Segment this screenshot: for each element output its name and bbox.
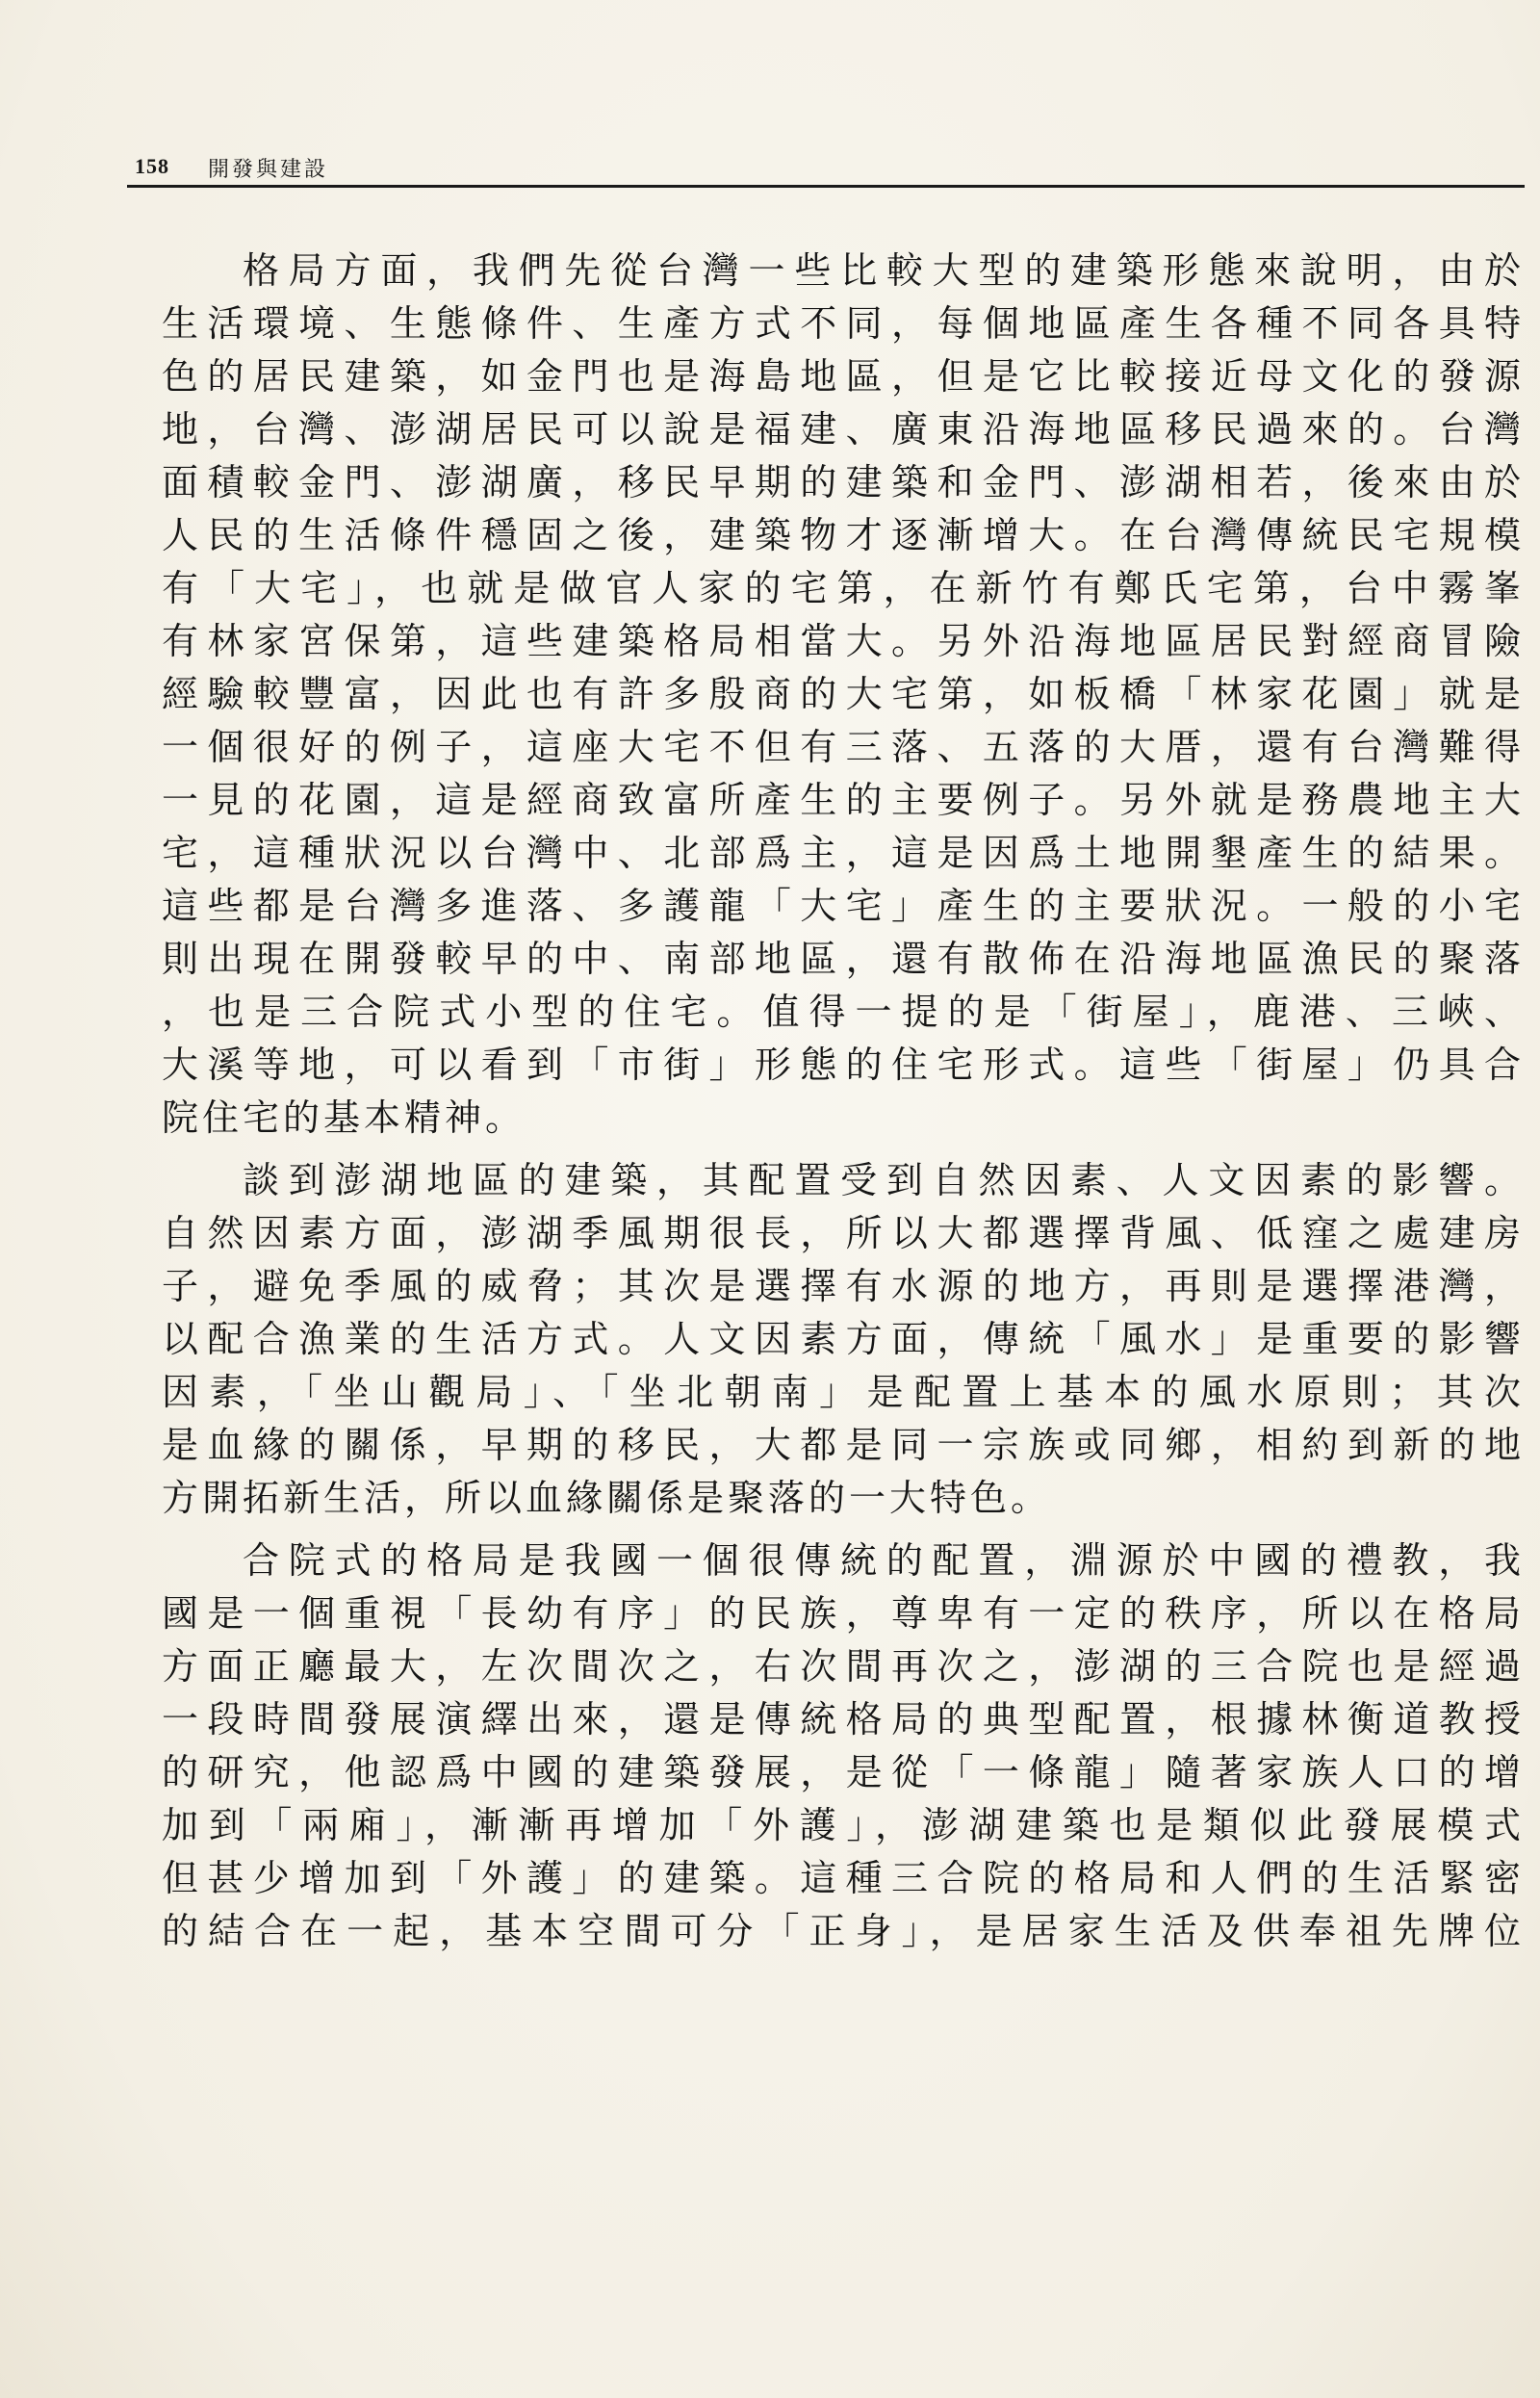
text-line: 一段時間發展演繹出來，還是傳統格局的典型配置，根據林衡道教授 <box>162 1698 1525 1740</box>
text-line: 這些都是台灣多進落、多護龍「大宅」產生的主要狀況。一般的小宅 <box>162 885 1525 927</box>
text-line: 經驗較豐富，因此也有許多殷商的大宅第，如板橋「林家花園」就是 <box>162 673 1525 715</box>
text-line: 的研究，他認爲中國的建築發展，是從「一條龍」隨著家族人口的增 <box>162 1751 1525 1793</box>
text-line: 加到「兩廂」，漸漸再增加「外護」，澎湖建築也是類似此發展模式 <box>162 1804 1525 1846</box>
text-line: 大溪等地，可以看到「市街」形態的住宅形式。這些「街屋」仍具合 <box>162 1044 1525 1086</box>
text-line: 方開拓新生活，所以血緣關係是聚落的一大特色。 <box>162 1477 1052 1519</box>
text-line: 自然因素方面，澎湖季風期很長，所以大都選擇背風、低窪之處建房 <box>162 1212 1525 1254</box>
body-text <box>162 245 1525 1968</box>
page-number: 158 <box>135 154 169 178</box>
text-line: 以配合漁業的生活方式。人文因素方面，傳統「風水」是重要的影響 <box>162 1318 1525 1360</box>
text-line: 方面正廳最大，左次間次之，右次間再次之，澎湖的三合院也是經過 <box>162 1645 1525 1688</box>
running-title: 開發與建設 <box>208 158 329 182</box>
text-line: 色的居民建築，如金門也是海島地區，但是它比較接近母文化的發源 <box>162 355 1525 398</box>
text-line: 一個很好的例子，這座大宅不但有三落、五落的大厝，還有台灣難得 <box>162 726 1525 768</box>
text-line: 因素，「坐山觀局」、「坐北朝南」是配置上基本的風水原則；其次 <box>162 1371 1525 1413</box>
text-line: ，也是三合院式小型的住宅。值得一提的是「街屋」，鹿港、三峽、 <box>162 991 1525 1033</box>
text-line: 有「大宅」，也就是做官人家的宅第，在新竹有鄭氏宅第，台中霧峯 <box>162 567 1525 609</box>
paragraph-layout <box>162 245 1525 1145</box>
text-line: 有林家宮保第，這些建築格局相當大。另外沿海地區居民對經商冒險 <box>162 620 1525 662</box>
running-header <box>127 146 1525 188</box>
text-line: 生活環境、生態條件、生產方式不同，每個地區產生各種不同各具特 <box>162 302 1525 345</box>
text-line: 合院式的格局是我國一個很傳統的配置，淵源於中國的禮教，我 <box>243 1539 1525 1582</box>
text-line: 國是一個重視「長幼有序」的民族，尊卑有一定的秩序，所以在格局 <box>162 1592 1525 1635</box>
paragraph-penghu-factors <box>162 1154 1525 1525</box>
text-line: 一見的花園，這是經商致富所產生的主要例子。另外就是務農地主大 <box>162 779 1525 821</box>
text-line: 人民的生活條件穩固之後，建築物才逐漸增大。在台灣傳統民宅規模 <box>162 514 1525 556</box>
text-line: 是血緣的關係，早期的移民，大都是同一宗族或同鄉，相約到新的地 <box>162 1424 1525 1466</box>
text-line: 子，避免季風的威脅；其次是選擇有水源的地方，再則是選擇港灣， <box>162 1265 1525 1307</box>
text-line: 但甚少增加到「外護」的建築。這種三合院的格局和人們的生活緊密 <box>162 1857 1525 1899</box>
text-line: 則出現在開發較早的中、南部地區，還有散佈在沿海地區漁民的聚落 <box>162 938 1525 980</box>
text-line: 格局方面，我們先從台灣一些比較大型的建築形態來說明，由於 <box>243 249 1525 292</box>
text-line: 的結合在一起，基本空間可分「正身」，是居家生活及供奉祖先牌位 <box>162 1910 1525 1952</box>
text-line: 地，台灣、澎湖居民可以說是福建、廣東沿海地區移民過來的。台灣 <box>162 408 1525 451</box>
text-line: 面積較金門、澎湖廣，移民早期的建築和金門、澎湖相若，後來由於 <box>162 461 1525 503</box>
text-line: 院住宅的基本精神。 <box>162 1096 526 1139</box>
text-line: 宅，這種狀況以台灣中、北部爲主，這是因爲土地開墾產生的結果。 <box>162 832 1525 874</box>
paragraph-courtyard <box>162 1534 1525 1958</box>
text-line: 談到澎湖地區的建築，其配置受到自然因素、人文因素的影響。 <box>243 1159 1525 1201</box>
